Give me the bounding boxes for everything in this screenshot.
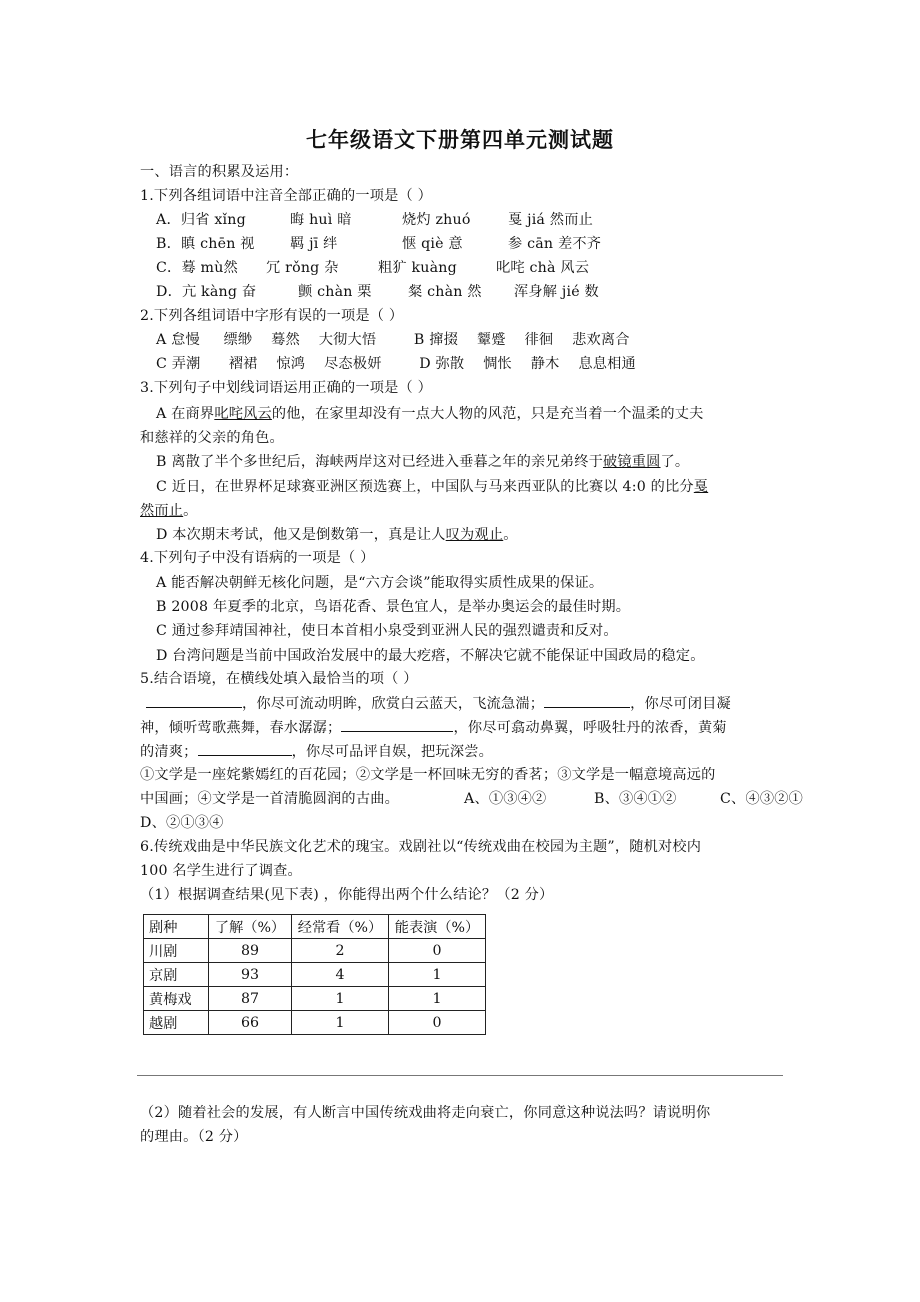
q1-c-2: 冗 rǒng 杂 bbox=[266, 260, 339, 276]
q2-stem: 2.下列各组词语中字形有误的一项是（ ） bbox=[140, 308, 404, 324]
q3-c-text: C 近日，在世界杯足球赛亚洲区预选赛上，中国队与马来西亚队的比赛以 4:0 的比分 bbox=[156, 479, 694, 495]
q5-option-c: C、④③②① bbox=[720, 791, 803, 807]
page-title: 七年级语文下册第四单元测试题 bbox=[306, 128, 614, 152]
survey-table bbox=[143, 914, 486, 1035]
q3-d-text-end: 。 bbox=[503, 527, 518, 543]
table-cell: 0 bbox=[389, 939, 486, 963]
q1-option-c bbox=[156, 256, 806, 280]
table-cell: 黄梅戏 bbox=[144, 987, 209, 1011]
table-cell: 66 bbox=[209, 1011, 292, 1035]
q5-text-1a: ，你尽可流动明眸，欣赏白云蓝天，飞流急湍； bbox=[242, 696, 545, 712]
table-cell: 89 bbox=[209, 939, 292, 963]
q1-stem: 1.下列各组词语中注音全部正确的一项是（ ） bbox=[140, 188, 433, 204]
q5-blank-4[interactable] bbox=[198, 739, 292, 756]
table-row bbox=[144, 1011, 486, 1035]
q2-row-1: A 怠慢 缥缈 蓦然 大彻大悟 B 撺掇 颦蹙 徘徊 悲欢离合 bbox=[156, 332, 630, 348]
q1-b-4: 参 cān 差不齐 bbox=[508, 236, 602, 252]
q6-stem-2: 100 名学生进行了调查。 bbox=[140, 863, 302, 879]
q1-d-4: 浑身解 jié 数 bbox=[514, 284, 599, 300]
q3-a-text-end: 的他，在家里却没有一点大人物的风范，只是充当着一个温柔的丈夫 bbox=[271, 406, 704, 422]
divider bbox=[137, 1075, 783, 1076]
q1-a-2: 晦 huì 暗 bbox=[290, 212, 352, 228]
table-cell: 1 bbox=[292, 987, 389, 1011]
q3-option-d bbox=[156, 523, 806, 547]
table-row bbox=[144, 963, 486, 987]
q3-a-underlined: 叱咤风云 bbox=[214, 406, 272, 422]
q5-choices-line-1: ①文学是一座姹紫嫣红的百花园；②文学是一杯回味无穷的香茗；③文学是一幅意境高远的 bbox=[140, 767, 716, 783]
q1-b-2: 羁 jī 绊 bbox=[290, 236, 338, 252]
q3-stem: 3.下列句子中划线词语运用正确的一项是（ ） bbox=[140, 380, 433, 396]
q1-c-4: 叱咤 chà 风云 bbox=[496, 260, 590, 276]
q4-option-c: C 通过参拜靖国神社，使日本首相小泉受到亚洲人民的强烈谴责和反对。 bbox=[156, 623, 618, 639]
table-cell: 京剧 bbox=[144, 963, 209, 987]
q6-sub-question-1: （1）根据调查结果(见下表) ，你能得出两个什么结论？（2 分） bbox=[140, 887, 554, 903]
q5-line-3 bbox=[140, 739, 790, 764]
q5-text-3b: ，你尽可品评自娱，把玩深尝。 bbox=[291, 744, 493, 760]
q3-c-text-end: 。 bbox=[183, 503, 198, 519]
q1-a-3: 烧灼 zhuó bbox=[402, 212, 471, 228]
q5-option-d: D、②①③④ bbox=[140, 815, 224, 831]
q5-text-2a: 神，倾听莺歌燕舞，春水潺潺； bbox=[140, 720, 342, 736]
table-cell: 越剧 bbox=[144, 1011, 209, 1035]
q6-sub-question-2: （2）随着社会的发展，有人断言中国传统戏曲将走向衰亡，你同意这种说法吗？请说明你 bbox=[140, 1105, 711, 1121]
table-cell: 87 bbox=[209, 987, 292, 1011]
table-cell: 93 bbox=[209, 963, 292, 987]
q5-option-a: A、①③④② bbox=[464, 791, 547, 807]
q2-row-2: C 弄潮 褶裙 惊鸿 尽态极妍 D 弥散 惆怅 静木 息息相通 bbox=[156, 356, 636, 372]
table-row bbox=[144, 939, 486, 963]
q4-option-a: A 能否解决朝鲜无核化问题，是“六方会谈”能取得实质性成果的保证。 bbox=[156, 575, 604, 591]
table-cell: 1 bbox=[389, 963, 486, 987]
q3-option-a bbox=[156, 402, 806, 426]
q1-b-3: 惬 qiè 意 bbox=[402, 236, 463, 252]
q1-a-1: A．归省 xǐng bbox=[156, 212, 246, 228]
q1-d-2: 颤 chàn 栗 bbox=[298, 284, 372, 300]
q1-b-1: B．瞋 chēn 视 bbox=[156, 236, 255, 252]
table-cell: 川剧 bbox=[144, 939, 209, 963]
table-cell: 0 bbox=[389, 1011, 486, 1035]
q3-c-underlined: 戛 bbox=[693, 479, 709, 495]
q3-d-text: D 本次期末考试，他又是倒数第一，真是让人 bbox=[156, 527, 446, 543]
table-row bbox=[144, 987, 486, 1011]
q3-b-underlined: 破镜重圆 bbox=[602, 454, 661, 470]
section-heading: 一、语言的积累及运用： bbox=[140, 164, 299, 180]
q3-option-c bbox=[156, 475, 806, 499]
q5-stem: 5.结合语境，在横线处填入最恰当的项（ ） bbox=[140, 671, 418, 687]
q1-a-4: 戛 jiá 然而止 bbox=[508, 212, 593, 228]
q1-d-1: D．亢 kàng 奋 bbox=[156, 284, 257, 300]
q1-c-3: 粗犷 kuàng bbox=[378, 260, 457, 276]
q5-choices-text: 中国画；④文学是一首清脆圆润的古曲。 bbox=[140, 791, 399, 807]
q5-line-1 bbox=[140, 691, 790, 716]
q4-stem: 4.下列句子中没有语病的一项是（ ） bbox=[140, 550, 375, 566]
q3-c-underlined-cont: 然而止 bbox=[140, 503, 184, 519]
q3-b-text: B 离散了半个多世纪后，海峡两岸这对已经进入垂暮之年的亲兄弟终于 bbox=[156, 454, 603, 470]
q3-option-c-cont bbox=[140, 499, 790, 523]
table-header: 能表演（%） bbox=[389, 915, 486, 939]
q5-blank-2[interactable] bbox=[544, 691, 630, 708]
q5-option-b: B、③④①② bbox=[594, 791, 677, 807]
table-cell: 4 bbox=[292, 963, 389, 987]
q5-line-2 bbox=[140, 715, 790, 740]
q5-blank-1[interactable] bbox=[146, 691, 242, 708]
q3-option-a-cont: 和慈祥的父亲的角色。 bbox=[140, 430, 284, 446]
table-cell: 1 bbox=[292, 1011, 389, 1035]
q4-option-b: B 2008 年夏季的北京，鸟语花香、景色宜人，是举办奥运会的最佳时期。 bbox=[156, 599, 631, 615]
q5-text-2b: ，你尽可翕动鼻翼，呼吸牡丹的浓香，黄菊 bbox=[453, 720, 727, 736]
q5-text-3a: 的清爽； bbox=[140, 744, 198, 760]
q3-d-underlined: 叹为观止 bbox=[445, 527, 504, 543]
q1-option-b bbox=[156, 232, 806, 256]
q1-option-d bbox=[156, 280, 806, 304]
q5-choices-line-2 bbox=[140, 787, 803, 811]
q3-b-text-end: 了。 bbox=[660, 454, 690, 470]
q1-option-a bbox=[156, 208, 806, 232]
q1-d-3: 粲 chàn 然 bbox=[408, 284, 482, 300]
table-cell: 1 bbox=[389, 987, 486, 1011]
q6-sub-question-2-cont: 的理由。（2 分） bbox=[140, 1129, 248, 1145]
table-header: 剧种 bbox=[144, 915, 209, 939]
q3-option-b bbox=[156, 450, 806, 474]
q1-c-1: C．蓦 mù然 bbox=[156, 260, 238, 276]
q6-stem-1: 6.传统戏曲是中华民族文化艺术的瑰宝。戏剧社以“传统戏曲在校园为主题”，随机对校内 bbox=[140, 839, 702, 855]
table-header-row bbox=[144, 915, 486, 939]
table-header: 了解（%） bbox=[209, 915, 292, 939]
q5-blank-3[interactable] bbox=[341, 715, 453, 732]
q4-option-d: D 台湾问题是当前中国政治发展中的最大疙瘩，不解决它就不能保证中国政局的稳定。 bbox=[156, 648, 705, 664]
table-header: 经常看（%） bbox=[292, 915, 389, 939]
table-cell: 2 bbox=[292, 939, 389, 963]
q5-text-1b: ，你尽可闭目凝 bbox=[630, 696, 731, 712]
q3-a-text: A 在商界 bbox=[156, 406, 215, 422]
